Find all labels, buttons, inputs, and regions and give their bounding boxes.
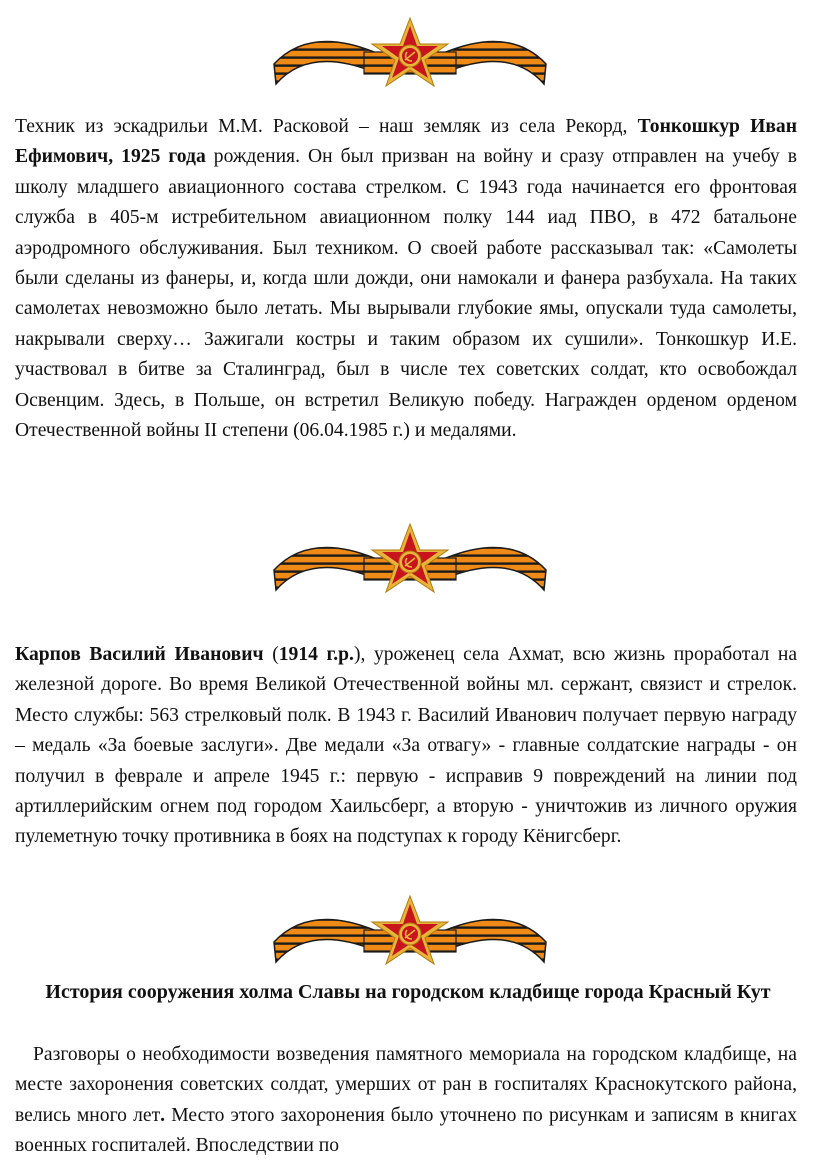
st-george-ribbon-order-icon [264, 14, 556, 98]
para2-rest: ), уроженец села Ахмат, всю жизнь проработал на железной дороге. Во время Великой Отечественной войны мл. сержант, связист и стрелок. Место службы: 563 стрелковый полк. В 1943 г. Василий Иванович получает первую награду – медаль «За боевые заслуги». Две медали «За отвагу» - главные солдатские награды - он получил в феврале и апреле 1945 г.: первую - исправив 9 повреждений на линии под артиллерийским огнем под городом Хаильсберг, а вторую - уничтожив из личного оружия пулеметную точку противника в боях на подступах к городу Кёнигсберг. [15, 644, 798, 848]
para1-year: 1925 года [121, 146, 206, 168]
st-george-ribbon-order-icon [264, 520, 556, 604]
para1-rest: рождения. Он был призван на войну и сразу отправлен на учебу в школу младшего авиационного состава стрелком. С 1943 года начинается его фронтовая служба в 405-м истребительном авиационном полку 144 иад ПВО, в 472 батальоне аэродромного обслуживания. Был техником. О своей работе рассказывал так: «Самолеты были сделаны из фанеры, и, когда шли дожди, они намокали и фанера разбухала. На таких самолетах невозможно было летать. Мы вырывали глубокие ямы, опускали туда самолеты, накрывали сверху… Зажигали костры и таким образом их сушили». Тонкошкур И.Е. участвовал в битве за Сталинград, был в числе тех советских солдат, кто освобождал Освенцим. Здесь, в Польше, он встретил Великую победу. Награжден орденом орденом Отечественной войны II степени (06.04.1985 г.) и медалями. [15, 146, 798, 442]
para1-intro: Техник из эскадрильи М.М. Расковой – наш земляк из села Рекорд, [15, 116, 638, 137]
para3-text-b: Место этого захоронения было уточнено по рисункам и записям в книгах военных госпиталей. Впоследствии по [15, 1104, 798, 1157]
paragraph-tonkoshkur [15, 112, 797, 446]
paragraph-memorial [15, 1040, 797, 1162]
para2-year: 1914 г.р. [278, 644, 354, 665]
para2-name: Карпов Василий Иванович [15, 644, 264, 665]
section-heading-hill-of-glory: История сооружения холма Славы на городском кладбище города Красный Кут [45, 981, 771, 1003]
para3-text-a: Разговоры о необходимости возведения памятного мемориала на городском кладбище, на месте захоронения советских солдат, умерших от ран в госпиталях Краснокутского района, велись много лет [15, 1044, 797, 1126]
para2-open: ( [263, 644, 279, 665]
para1-comma: , [108, 146, 122, 168]
para3-dot: . [160, 1104, 166, 1126]
st-george-ribbon-order-icon [264, 892, 556, 976]
para1-name: Тонкошкур Иван Ефимович [15, 116, 797, 168]
paragraph-karpov [15, 640, 797, 853]
